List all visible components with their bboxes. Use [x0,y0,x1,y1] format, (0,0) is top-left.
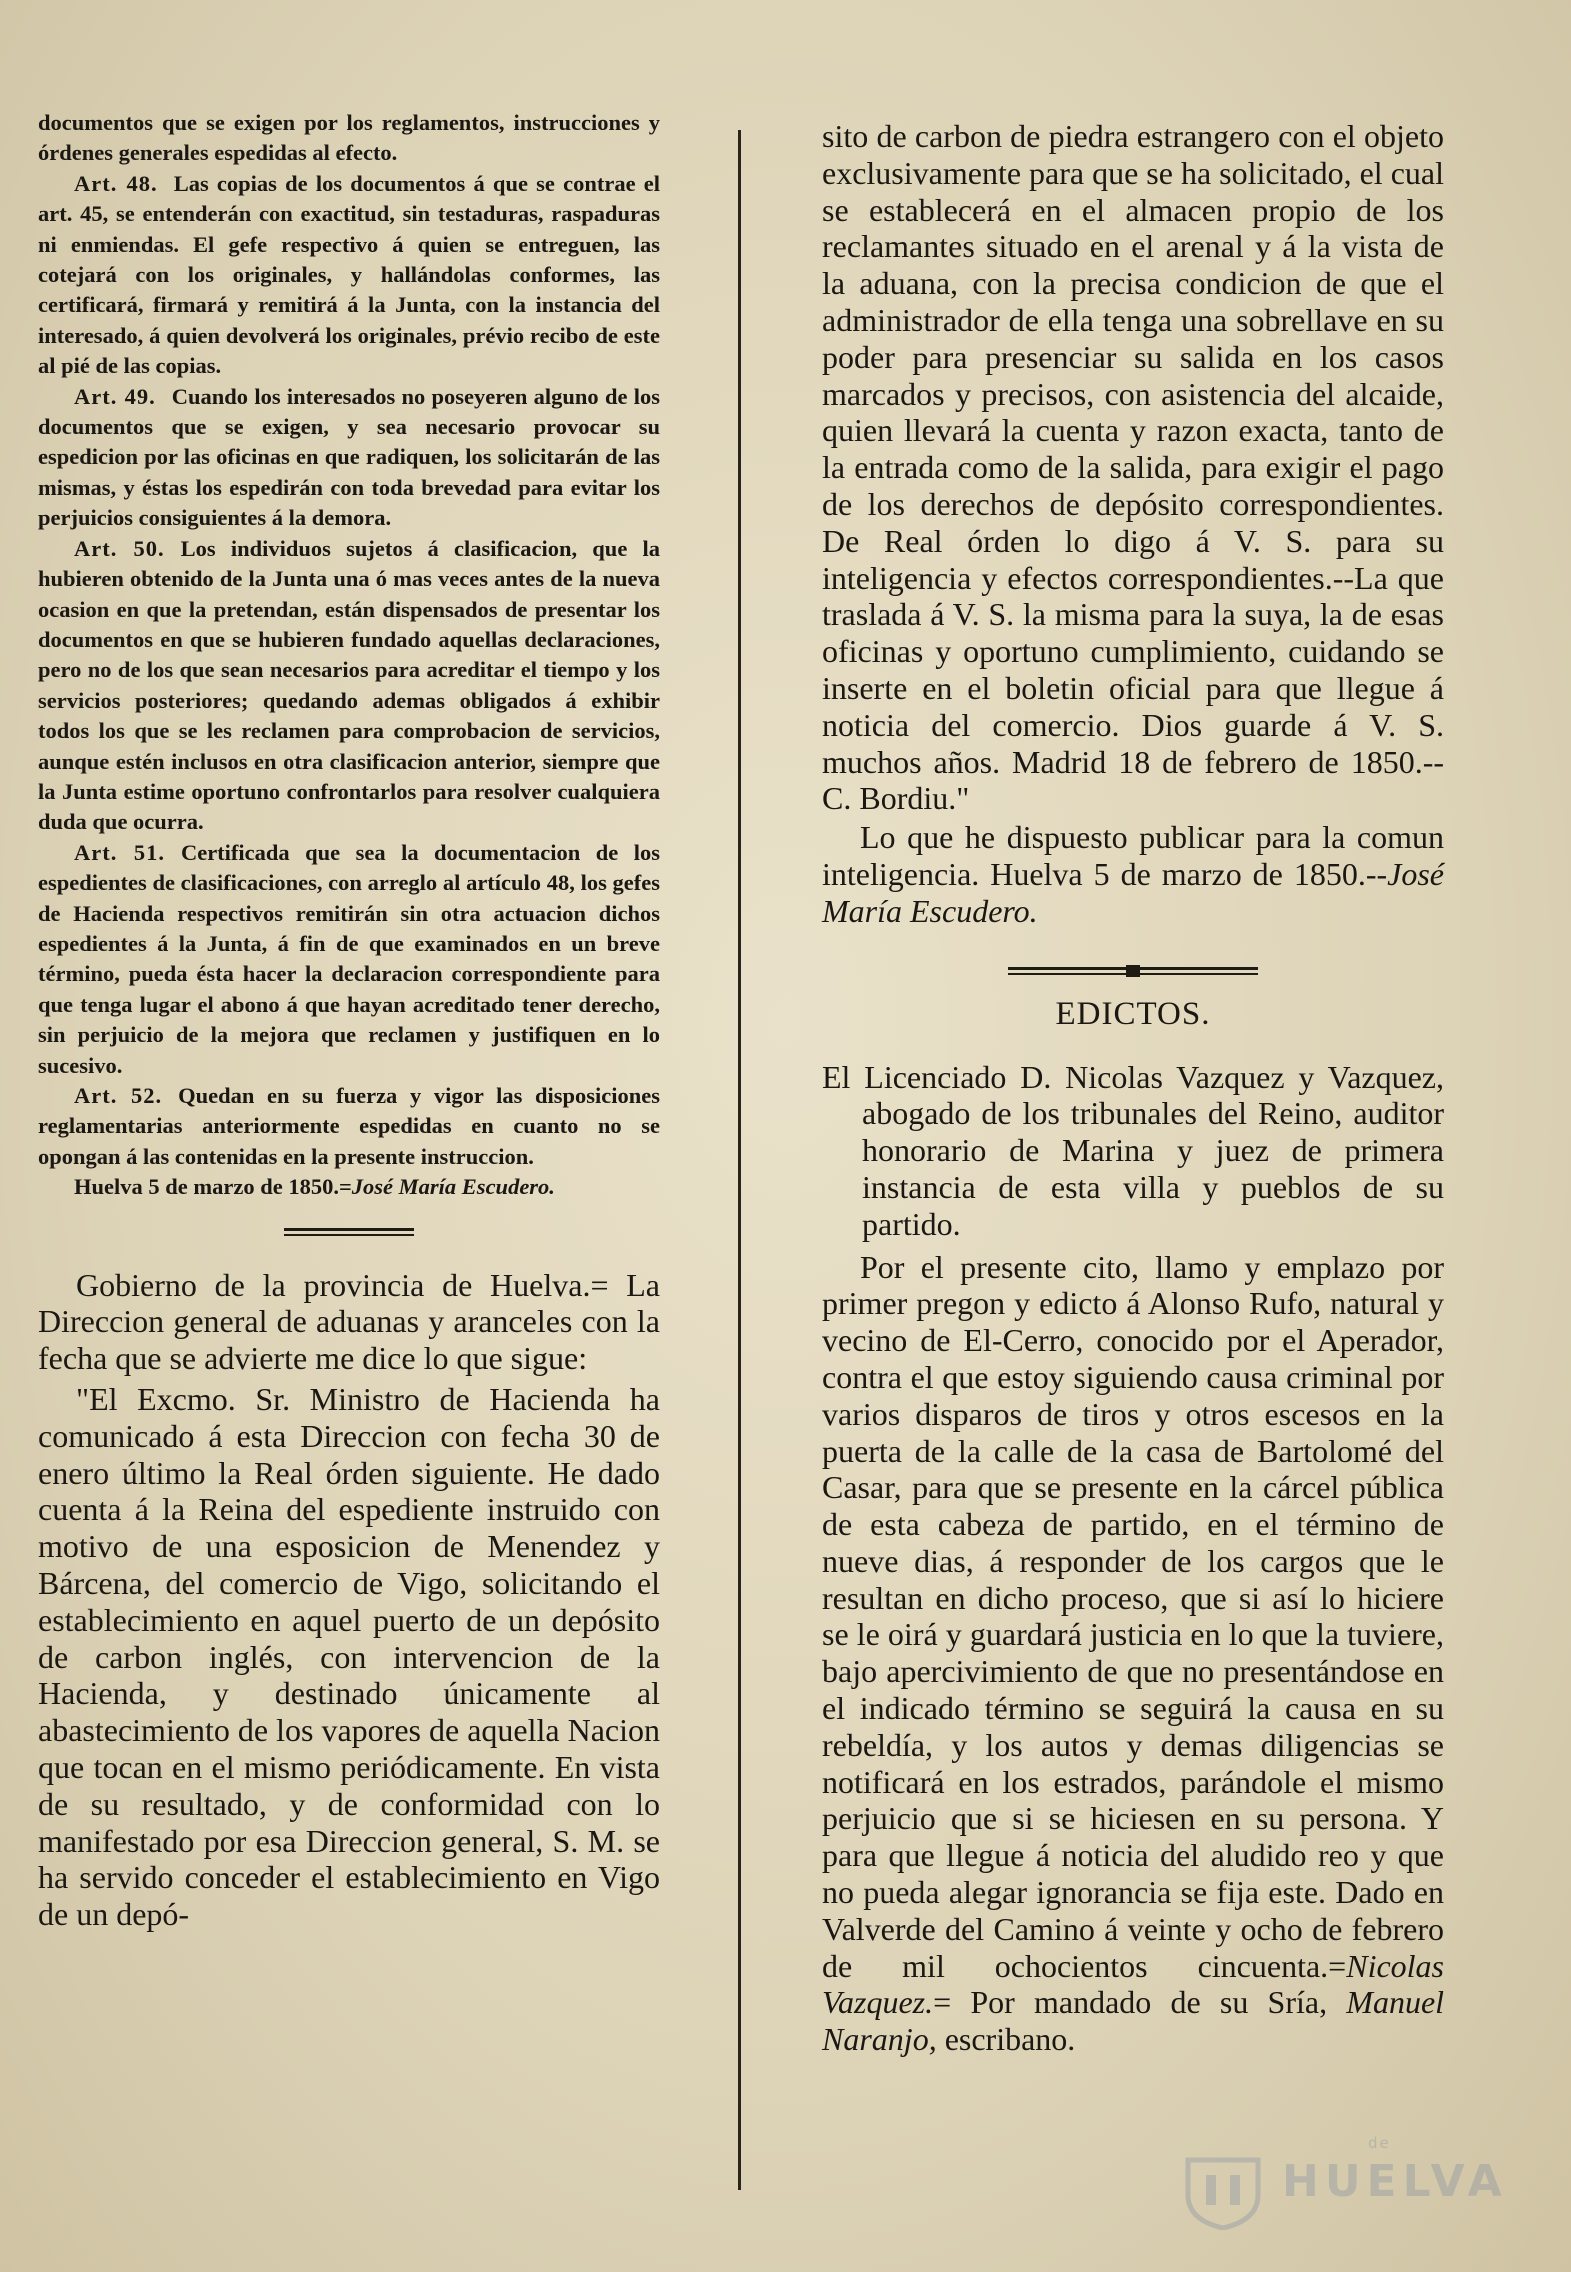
left-column [38,108,660,1933]
edictos-divider-ornament [1008,964,1258,978]
instruction-articles [38,108,660,1203]
watermark-small-text: de [1368,2134,1391,2152]
article-49: Art. 49. Cuando los interesados no poseyeren alguno de los documentos que se exigen, y sea necesario provocar su espedicion por las oficinas en que radiquen, los solicitarán de las mismas, y éstas los espedirán con toda brevedad para evitar los perjuicios consiguientes á la demora. [38,383,660,531]
gobierno-heading-paragraph: Gobierno de la provincia de Huelva.= La Direccion general de aduanas y aranceles con la fecha que se advierte me dice lo que sigue: [38,1266,660,1377]
watermark-text: HUELVA [1282,2156,1508,2207]
gobierno-heading: Gobierno de la provincia de Huelva. [76,1266,591,1303]
order-continuation [822,118,1444,930]
edicto-notice [822,1059,1444,2059]
edicto-body: Por el presente cito, llamo y emplazo por primer pregon y edicto á Alonso Rufo, natural y vecino de El-Cerro, conocido por el Aperador, contra el que estoy siguiendo causa criminal por varios disparos de tiros y otros escesos en la puerta de la calle de la casa de Bartolomé del Casar, para que se presente en la cárcel pública de esta cabeza de partido, en el término de nueve dias, á responder de los cargos que le resultan en dicho proceso, que si así lo hiciere se le oirá y guardará justicia en lo que la tuviere, bajo apercivimiento de que no presentándose en el indicado término se seguirá la causa en su rebeldía, y los autos y demas diligencias se notificará en los estrados, parándole el mismo perjuicio que si se hiciesen en su persona. Y para que llegue á noticia del aludido reo y que no pueda alegar ignorancia se fija este. Dado en Valverde del Camino á veinte y ocho de febrero de mil ochocientos cincuenta.=Nicolas Vazquez.= Por mandado de su Sría, Manuel Naranjo, escribano. [822,1248,1445,2058]
quote-continuation: sito de carbon de piedra estrangero con el objeto exclusivamente para que se ha solicitado, el cual se establecerá en el almacen propio de los reclamantes situado en el arenal y á la vista de la aduana, con la precisa condicion de que el administrador de ella tenga una sobrellave en su poder para presenciar su salida en los casos marcados y precisos, con asistencia del alcaide, quien llevará la cuenta y razon exacta, tanto de la entrada como de la salida, para exigir el pago de los derechos de depósito correspondientes. De Real órden lo digo á V. S. para su inteligencia y efectos correspondientes.--La que traslada á V. S. la misma para la suya, la de esas oficinas y oportuno cumplimiento, cuidando se inserte en el boletin oficial para que llegue á noticia del comercio. Dios guarde á V. S. muchos años. Madrid 18 de febrero de 1850.--C. Bordiu." [822,118,1444,817]
gobierno-intro: La Direccion general de aduanas y aranceles con la fecha que se advierte me dice lo que sigue: [38,1266,660,1377]
edicto-intro: El Licenciado D. Nicolas Vazquez y Vazquez, abogado de los tribunales del Reino, auditor honorario de Marina y juez de primera instancia de esta villa y pueblos de su partido. [822,1058,1444,1242]
publish-notice: Lo que he dispuesto publicar para la comun inteligencia. Huelva 5 de marzo de 1850.--José María Escudero. [822,819,1444,929]
archive-watermark [1178,2134,1518,2240]
right-column [822,118,1444,2058]
ministerial-order-quote: "El Excmo. Sr. Ministro de Hacienda ha comunicado á esta Direccion con fecha 30 de enero último la Real órden siguiente. He dado cuenta á la Reina del espediente instruido con motivo de una esposicion de Menendez y Bárcena, del comercio de Vigo, solicitando el establecimiento en aquel puerto de un depósito de carbon inglés, con intervencion de la Hacienda, y destinado únicamente al abastecimiento de los vapores de aquella Nacion que tocan en el mismo periódicamente. En vista de su resultado, y de conformidad con lo manifestado por esa Direccion general, S. M. se ha servido conceder el establecimiento en Vigo de un depó- [38,1381,660,1933]
article-continuation: documentos que se exigen por los reglamentos, instrucciones y órdenes generales espedidas al efecto. [38,110,660,166]
column-divider-rule [738,130,741,2190]
edictos-title: EDICTOS. [1055,995,1211,1032]
section-divider-ornament [284,1225,414,1239]
instruction-signature: Huelva 5 de marzo de 1850.=José María Escudero. [74,1174,555,1200]
article-50: Art. 50. Los individuos sujetos á clasificacion, que la hubieren obtenido de la Junta una ó mas veces antes de la nueva ocasion en que la pretendan, están dispensados de presentar los documentos en que se hubieren fundado aquellas declaraciones, pero no de los que sean necesarios para acreditar el tiempo y los servicios posteriores; quedando ademas obligados á exhibir todos los que se les reclamen para comprobacion de servicios, aunque estén inclusos en otra clasificacion anterior, siempre que la Junta estime oportuno confrontarlos para resolver cualquiera duda que ocurra. [38,535,660,835]
article-48: Art. 48. Las copias de los documentos á que se contrae el art. 45, se entenderán con exactitud, sin testaduras, raspaduras ni enmiendas. El gefe respectivo á quien se entreguen, las cotejará con los originales, y hallándolas conformes, las certificará, firmará y remitirá á la Junta, con la instancia del interesado, á quien devolverá los originales, prévio recibo de este al pié de las copias. [38,170,660,379]
gobierno-notice [38,1267,660,1933]
shield-icon [1178,2150,1268,2230]
article-52: Art. 52. Quedan en su fuerza y vigor las disposiciones reglamentarias anteriormente espedidas en cuanto no se opongan á las contenidas en la presente instruccion. [38,1083,660,1169]
article-51: Art. 51. Certificada que sea la documentacion de los espedientes de clasificaciones, con arreglo al artículo 48, los gefes de Hacienda respectivos remitirán sin otra actuacion dichos espedientes á la Junta, á fin de que examinados en un breve término, pueda ésta hacer la declaracion correspondiente para que tenga lugar el abono á que hayan acreditado tener derecho, sin perjuicio de la mejora que reclamen y justifiquen en lo sucesivo. [38,839,660,1078]
